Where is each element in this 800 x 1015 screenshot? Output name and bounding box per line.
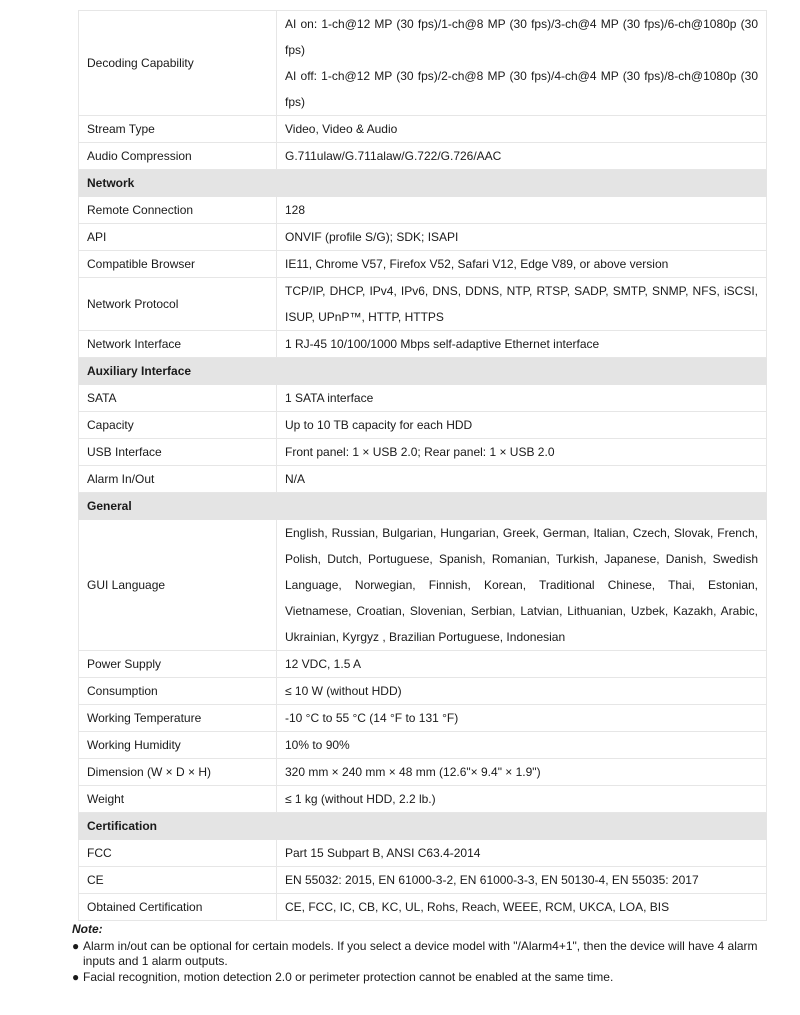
spec-value-cell	[277, 651, 767, 678]
spec-label: CE	[79, 867, 277, 894]
section-header-label: General	[79, 493, 767, 520]
spec-label: Obtained Certification	[79, 894, 277, 921]
table-row	[79, 732, 767, 759]
table-row	[79, 867, 767, 894]
spec-value-cell	[277, 759, 767, 786]
specification-table-body	[79, 11, 767, 921]
note-title: Note:	[72, 922, 103, 936]
section-header-row	[79, 813, 767, 840]
section-header-label: Network	[79, 170, 767, 197]
spec-value-cell	[277, 867, 767, 894]
spec-value-cell	[277, 331, 767, 358]
table-row	[79, 759, 767, 786]
spec-value: 1 RJ-45 10/100/1000 Mbps self-adaptive Ethernet interface	[285, 337, 600, 351]
spec-label: Network Interface	[79, 331, 277, 358]
spec-label: Alarm In/Out	[79, 466, 277, 493]
specification-table	[78, 10, 767, 921]
spec-label: Working Humidity	[79, 732, 277, 759]
note-section	[72, 922, 772, 986]
spec-value: TCP/IP, DHCP, IPv4, IPv6, DNS, DDNS, NTP, RTSP, SADP, SMTP, SNMP, NFS, iSCSI, ISUP, UPnP™, HTTP, HTTPS	[285, 284, 758, 324]
table-row	[79, 11, 767, 116]
spec-value-cell	[277, 116, 767, 143]
spec-value-cell	[277, 278, 767, 331]
table-row	[79, 786, 767, 813]
section-header-row	[79, 358, 767, 385]
spec-value: IE11, Chrome V57, Firefox V52, Safari V12, Edge V89, or above version	[285, 257, 669, 271]
section-header-label: Auxiliary Interface	[79, 358, 767, 385]
table-row	[79, 224, 767, 251]
table-row	[79, 278, 767, 331]
spec-value-cell	[277, 224, 767, 251]
spec-label: Weight	[79, 786, 277, 813]
spec-value: AI off: 1-ch@12 MP (30 fps)/2-ch@8 MP (30 fps)/4-ch@4 MP (30 fps)/8-ch@1080p (30 fps)	[285, 69, 758, 109]
spec-label: Dimension (W × D × H)	[79, 759, 277, 786]
spec-value: Part 15 Subpart B, ANSI C63.4-2014	[285, 846, 481, 860]
note-item-text: Alarm in/out can be optional for certain models. If you select a device model with "/Alarm4+1", then the device will have 4 alarm inputs and 1 alarm outputs.	[83, 939, 758, 968]
spec-label: Remote Connection	[79, 197, 277, 224]
spec-label: GUI Language	[79, 520, 277, 651]
spec-label: Compatible Browser	[79, 251, 277, 278]
spec-value-cell	[277, 840, 767, 867]
spec-label: Decoding Capability	[79, 11, 277, 116]
section-header-row	[79, 493, 767, 520]
spec-label: API	[79, 224, 277, 251]
table-row	[79, 439, 767, 466]
spec-value-cell	[277, 143, 767, 170]
spec-value: 10% to 90%	[285, 738, 350, 752]
note-list	[72, 939, 772, 985]
spec-value: Up to 10 TB capacity for each HDD	[285, 418, 473, 432]
spec-value-cell	[277, 466, 767, 493]
spec-value: 128	[285, 203, 306, 217]
spec-label: FCC	[79, 840, 277, 867]
bullet-dot-icon: ●	[72, 939, 80, 953]
spec-value-cell	[277, 732, 767, 759]
spec-value-cell	[277, 439, 767, 466]
spec-value-cell	[277, 678, 767, 705]
spec-value-cell	[277, 11, 767, 116]
table-row	[79, 143, 767, 170]
spec-value: CE, FCC, IC, CB, KC, UL, Rohs, Reach, WEEE, RCM, UKCA, LOA, BIS	[285, 900, 670, 914]
spec-value: ≤ 1 kg (without HDD, 2.2 lb.)	[285, 792, 436, 806]
spec-value-cell	[277, 705, 767, 732]
spec-label: USB Interface	[79, 439, 277, 466]
spec-label: Capacity	[79, 412, 277, 439]
section-header-row	[79, 170, 767, 197]
table-row	[79, 520, 767, 651]
section-header-label: Certification	[79, 813, 767, 840]
spec-label: SATA	[79, 385, 277, 412]
spec-value-cell	[277, 894, 767, 921]
table-row	[79, 894, 767, 921]
note-item-text: Facial recognition, motion detection 2.0 or perimeter protection cannot be enabled at the same time.	[83, 970, 614, 984]
spec-value: AI on: 1-ch@12 MP (30 fps)/1-ch@8 MP (30 fps)/3-ch@4 MP (30 fps)/6-ch@1080p (30 fps)	[285, 17, 758, 57]
spec-value-cell	[277, 412, 767, 439]
spec-value: 1 SATA interface	[285, 391, 374, 405]
spec-label: Network Protocol	[79, 278, 277, 331]
spec-value: -10 °C to 55 °C (14 °F to 131 °F)	[285, 711, 459, 725]
table-row	[79, 840, 767, 867]
spec-value: EN 55032: 2015, EN 61000-3-2, EN 61000-3-3, EN 50130-4, EN 55035: 2017	[285, 873, 699, 887]
spec-label: Stream Type	[79, 116, 277, 143]
table-row	[79, 116, 767, 143]
spec-label: Audio Compression	[79, 143, 277, 170]
spec-value: Video, Video & Audio	[285, 122, 398, 136]
table-row	[79, 705, 767, 732]
spec-value-cell	[277, 385, 767, 412]
bullet-dot-icon: ●	[72, 970, 80, 984]
spec-value-cell	[277, 786, 767, 813]
spec-label: Consumption	[79, 678, 277, 705]
spec-value-cell	[277, 197, 767, 224]
table-row	[79, 651, 767, 678]
table-row	[79, 412, 767, 439]
table-row	[79, 466, 767, 493]
spec-label: Power Supply	[79, 651, 277, 678]
spec-value: Front panel: 1 × USB 2.0; Rear panel: 1 × USB 2.0	[285, 445, 555, 459]
spec-value: G.711ulaw/G.711alaw/G.722/G.726/AAC	[285, 149, 502, 163]
spec-value: English, Russian, Bulgarian, Hungarian, Greek, German, Italian, Czech, Slovak, French, Polish, Dutch, Portuguese, Spanish, Romanian, Turkish, Japanese, Danish, Swedish Language, Norwegian, Finnish, Korean, Traditional Chinese, Thai, Estonian, Vietnamese, Croatian, Slovenian, Serbian, Latvian, Lithuanian, Uzbek, Kazakh, Arabic, Ukrainian, Kyrgyz , Brazilian Portuguese, Indonesian	[285, 526, 758, 644]
table-row	[79, 331, 767, 358]
spec-value-cell	[277, 251, 767, 278]
table-row	[79, 197, 767, 224]
note-item	[72, 970, 772, 985]
spec-value: 320 mm × 240 mm × 48 mm (12.6"× 9.4" × 1.9")	[285, 765, 541, 779]
table-row	[79, 251, 767, 278]
note-item	[72, 939, 772, 969]
spec-value-cell	[277, 520, 767, 651]
table-row	[79, 678, 767, 705]
spec-value: 12 VDC, 1.5 A	[285, 657, 362, 671]
spec-value: ONVIF (profile S/G); SDK; ISAPI	[285, 230, 459, 244]
table-row	[79, 385, 767, 412]
spec-label: Working Temperature	[79, 705, 277, 732]
spec-value: N/A	[285, 472, 306, 486]
spec-value: ≤ 10 W (without HDD)	[285, 684, 402, 698]
